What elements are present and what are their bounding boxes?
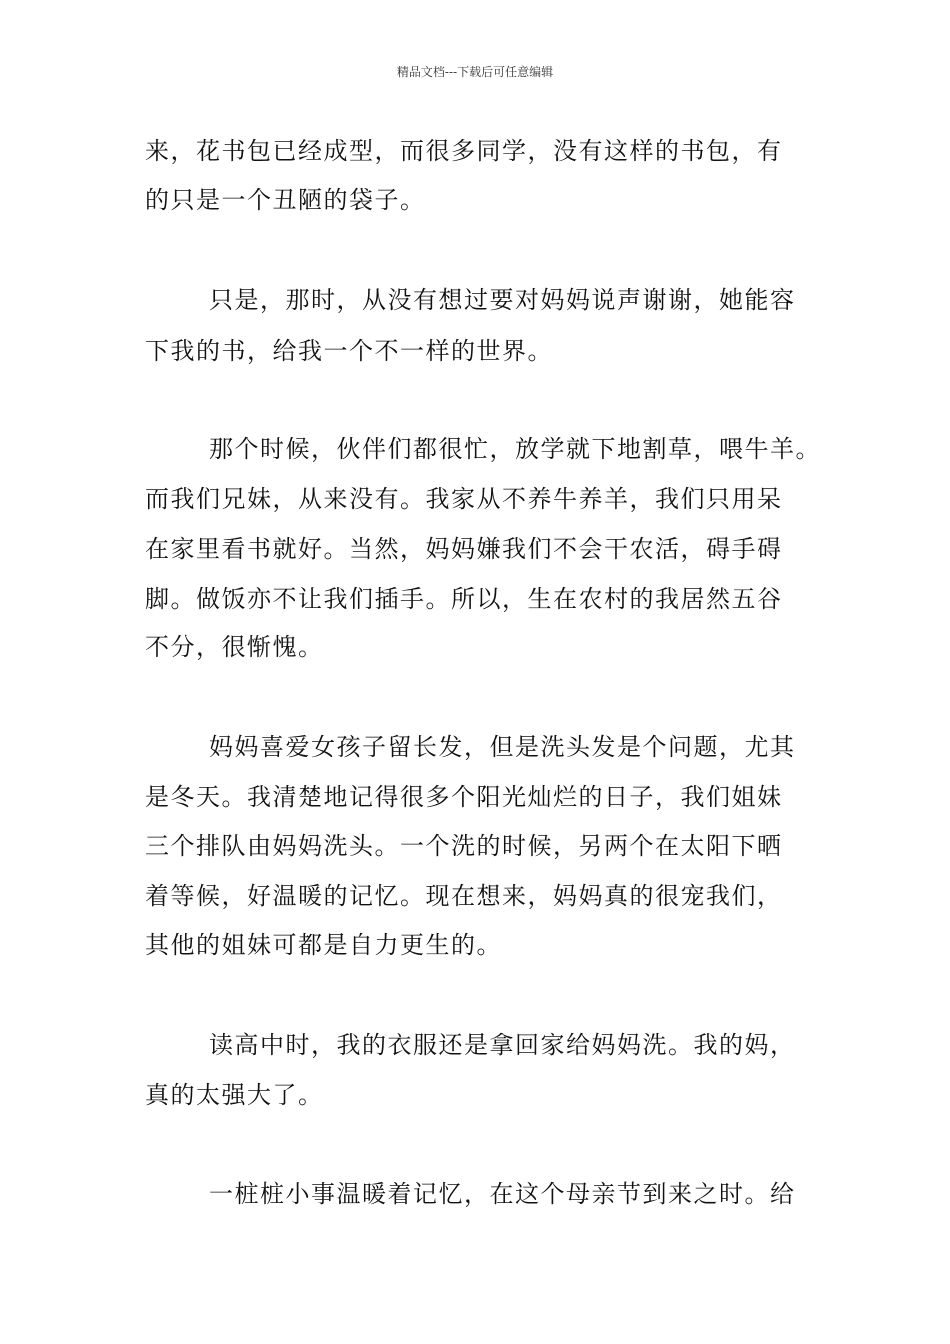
paragraph-line: 的只是一个丑陋的袋子。 — [145, 186, 426, 214]
paragraph-line: 只是，那时，从没有想过要对妈妈说声谢谢，她能容 — [209, 286, 796, 314]
paragraph-line: 而我们兄妹，从来没有。我家从不养牛养羊，我们只用呆 — [145, 485, 783, 513]
paragraph-line: 来，花书包已经成型，而很多同学，没有这样的书包，有 — [145, 137, 783, 165]
paragraph-line: 三个排队由妈妈洗头。一个洗的时候，另两个在太阳下晒 — [145, 832, 783, 860]
paragraph-line: 一桩桩小事温暖着记忆，在这个母亲节到来之时。给 — [209, 1180, 796, 1208]
paragraph-line: 读高中时，我的衣服还是拿回家给妈妈洗。我的妈， — [209, 1031, 796, 1059]
paragraph-line: 是冬天。我清楚地记得很多个阳光灿烂的日子，我们姐妹 — [145, 783, 783, 811]
paragraph-line: 不分，很惭愧。 — [145, 633, 324, 661]
paragraph-line: 脚。做饭亦不让我们插手。所以，生在农村的我居然五谷 — [145, 585, 783, 613]
paragraph-line: 那个时候，伙伴们都很忙，放学就下地割草，喂牛羊。 — [209, 435, 821, 463]
paragraph-line: 其他的姐妹可都是自力更生的。 — [145, 931, 502, 959]
page-header: 精品文档---下载后可任意编辑 — [396, 65, 554, 79]
paragraph-line: 下我的书，给我一个不一样的世界。 — [145, 337, 553, 365]
paragraph-line: 妈妈喜爱女孩子留长发，但是洗头发是个问题，尤其 — [209, 733, 796, 761]
paragraph-line: 在家里看书就好。当然，妈妈嫌我们不会干农活，碍手碍 — [145, 535, 783, 563]
paragraph-line: 着等候，好温暖的记忆。现在想来，妈妈真的很宠我们， — [145, 882, 783, 910]
paragraph-line: 真的太强大了。 — [145, 1081, 324, 1109]
